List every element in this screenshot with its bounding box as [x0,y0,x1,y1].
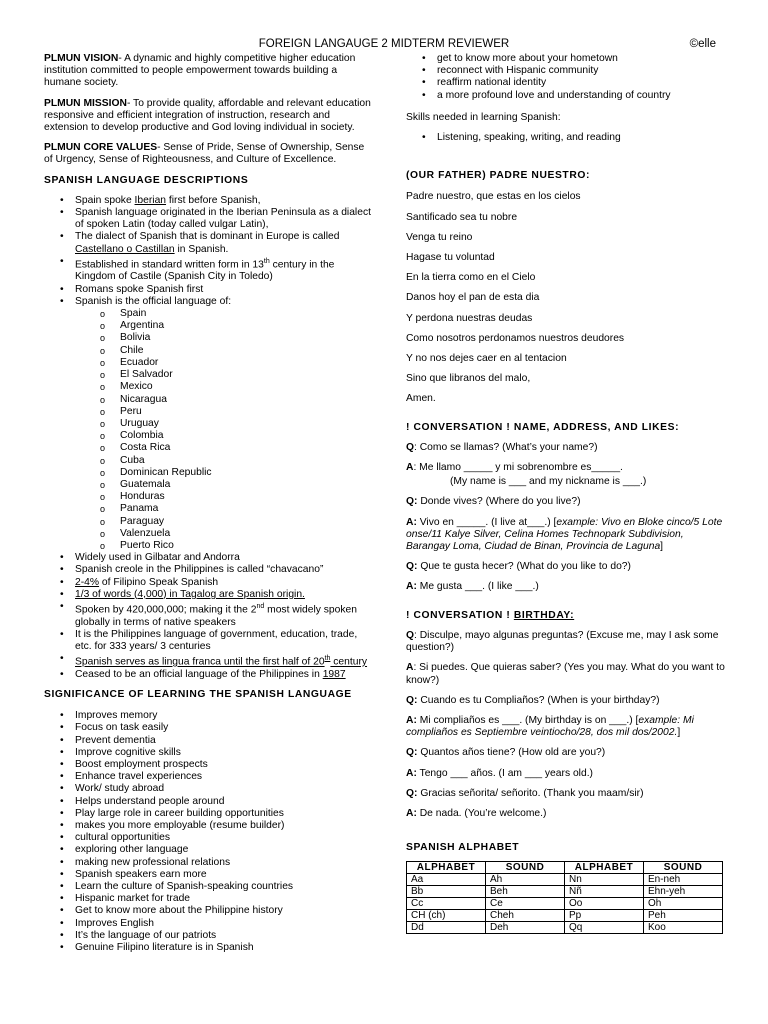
list-item: • reaffirm national identity [406,77,726,89]
skills-list [406,132,726,144]
table-cell: Ññ [565,886,644,898]
countries-list [44,308,374,552]
table-cell: Ce [486,898,565,910]
table-cell: Ah [486,874,565,886]
table-cell: Cheh [486,910,565,922]
country-item: o Spain [44,308,374,320]
answer-line: A: Si puedes. Que quieras saber? (Yes you may. What do you want to know?) [406,662,725,686]
alphabet-table [406,861,723,934]
country-item: o Uruguay [44,418,374,430]
values-paragraph [44,142,374,166]
conversation-1-heading: ! CONVERSATION ! NAME, ADDRESS, AND LIKES: [406,421,680,433]
list-item: • Focus on task easily [44,722,374,734]
significance-heading: SIGNIFICANCE OF LEARNING THE SPANISH LANGUAGE [44,689,352,701]
table-row [407,922,723,934]
table-cell: En-neh [644,874,723,886]
list-item: • Spanish speakers earn more [44,869,374,881]
list-item: • Genuine Filipino literature is in Spanish [44,942,374,954]
prayer-line: Hagase tu voluntad [406,252,495,264]
table-cell: Nn [565,874,644,886]
question-line: Q: Donde vives? (Where do you live?) [406,496,581,508]
mission-text: - To provide quality, affordable and relevant education responsive and efficient integration of instruction, research and extension to develop productive and God loving individual in society. [44,97,371,134]
vision-label: PLMUN VISION [44,53,119,64]
question-line: Q: Gracias señorita/ señorito. (Thank you maam/sir) [406,787,644,799]
table-cell: Oo [565,898,644,910]
list-item: • Romans spoke Spanish first [44,284,374,296]
table-cell: Dd [407,922,486,934]
table-cell: Deh [486,922,565,934]
list-item: • makes you more employable (resume builder) [44,820,374,832]
country-item: o Cuba [44,455,374,467]
question-line: Q: Cuando es tu Compliaños? (When is your birthday?) [406,694,660,706]
country-item: o Valenzuela [44,528,374,540]
country-item: o Chile [44,345,374,357]
table-cell: Ehn-yeh [644,886,723,898]
list-item: • get to know more about your hometown [406,53,726,65]
column-header: SOUND [486,862,565,874]
table-row [407,886,723,898]
right-column [406,53,726,934]
question-line: Q: Quantos años tiene? (How old are you?) [406,747,606,759]
table-cell: Oh [644,898,723,910]
list-item: • making new professional relations [44,857,374,869]
descriptions-heading: SPANISH LANGUAGE DESCRIPTIONS [44,174,249,186]
country-item: o Paraguay [44,516,374,528]
country-item: o Costa Rica [44,442,374,454]
list-item: • Widely used in Gilbatar and Andorra [44,552,374,564]
answer-line: A: Mi compliaños es ___. (My birthday is on ___.) [example: Mi compliaños es Septiembre veintiocho/28, dos mil dos/2002.] [406,714,694,739]
list-item: • Spanish creole in the Philippines is called “chavacano” [44,564,374,576]
question-line: Q: Disculpe, mayo algunas preguntas? (Excuse me, may I ask some question?) [406,629,719,654]
column-header: SOUND [644,862,723,874]
descriptions-list [44,195,374,681]
prayer-line: Venga tu reino [406,231,473,243]
list-item: • Learn the culture of Spanish-speaking countries [44,881,374,893]
table-cell: Cc [407,898,486,910]
country-item: o Peru [44,406,374,418]
list-item: • reconnect with Hispanic community [406,65,726,77]
list-item: • Hispanic market for trade [44,893,374,905]
table-cell: Pp [565,910,644,922]
prayer-line: En la tierra como en el Cielo [406,272,536,284]
conversation-2 [406,630,726,820]
mission-paragraph [44,98,374,135]
country-item: o Bolivia [44,332,374,344]
list-item: • It is the Philippines language of government, education, trade, etc. for 333 years/ 3 centuries [44,629,374,653]
table-cell: Beh [486,886,565,898]
mission-label: PLMUN MISSION [44,97,127,109]
prayer-line: Danos hoy el pan de esta dia [406,292,540,304]
list-item: • Get to know more about the Philippine history [44,905,374,917]
table-cell: Bb [407,886,486,898]
country-item: o Mexico [44,381,374,393]
country-item: o Puerto Rico [44,540,374,552]
list-item: • Listening, speaking, writing, and reading [406,132,726,144]
table-cell: Peh [644,910,723,922]
answer-line: A: De nada. (You’re welcome.) [406,807,547,819]
country-item: o El Salvador [44,369,374,381]
list-item: • Work/ study abroad [44,783,374,795]
list-item: • 1/3 of words (4,000) in Tagalog are Spanish origin. [44,589,374,601]
prayer-line: Sino que libranos del malo, [406,373,531,385]
country-item: o Panama [44,503,374,515]
prayer-line: Y no nos dejes caer en al tentacion [406,353,567,365]
list-item: • Boost employment prospects [44,759,374,771]
alphabet-table-body [407,874,723,934]
question-line: Q: Que te gusta hecer? (What do you like to do?) [406,561,631,573]
country-item: o Argentina [44,320,374,332]
list-item: • Improves memory [44,710,374,722]
table-header-row [407,862,723,874]
country-item: o Guatemala [44,479,374,491]
list-item: • exploring other language [44,844,374,856]
conversation-1 [406,442,726,594]
prayer-text [406,191,726,405]
list-item: • Helps understand people around [44,796,374,808]
table-cell: Koo [644,922,723,934]
prayer-heading: (OUR FATHER) PADRE NUESTRO: [406,170,590,182]
list-item: • Spoken by 420,000,000; making it the 2nd most widely spoken globally in terms of native speakers [44,601,374,629]
column-header: ALPHABET [407,862,486,874]
answer-line: A: Me gusta ___. (I like ___.) [406,581,539,593]
conversation-2-heading: ! CONVERSATION ! BIRTHDAY: [406,609,575,621]
left-column [44,53,374,954]
question-line: Q: Como se llamas? (What’s your name?) [406,441,598,453]
skills-label: Skills needed in learning Spanish: [406,111,561,123]
country-item: o Ecuador [44,357,374,369]
list-item: • Play large role in career building opportunities [44,808,374,820]
country-item: o Honduras [44,491,374,503]
list-item: • It’s the language of our patriots [44,930,374,942]
list-item: • Spanish serves as lingua franca until the first half of 20th century [44,653,374,669]
list-item: • Established in standard written form in 13th century in the Kingdom of Castile (Spanish City in Toledo) [44,256,374,284]
list-item: • Spanish is the official language of: o Spain o Argentina o Bolivia o Chile o Ecuador o El Salvador o Mexico o Nicaragua o Peru o Uruguay o Colombia o Costa Rica o Cuba o Dominican Republic o Guatemala o Honduras o Panama o Paraguay o Valenzuela o Puerto Rico [44,296,374,552]
answer-line: A: Vivo en _____. (I live at___.) [example: Vivo en Bloke cinco/5 Lote onse/11 Kalye Silver, Celina Homes Technopark Subdivision, Barangay Loma, Ciudad de Binan, Provincia de Laguna] [406,516,723,553]
significance-list [44,710,374,954]
list-item: • 2-4% of Filipino Speak Spanish [44,577,374,589]
list-item: • Spain spoke Iberian first before Spanish, [44,195,374,207]
table-row [407,910,723,922]
answer-line: A: Tengo ___ años. (I am ___ years old.) [406,767,593,779]
table-cell: Aa [407,874,486,886]
list-item: • Enhance travel experiences [44,771,374,783]
column-header: ALPHABET [565,862,644,874]
page-title: FOREIGN LANGAUGE 2 MIDTERM REVIEWER [258,38,510,50]
list-item: • Prevent dementia [44,735,374,747]
list-item: • Improves English [44,918,374,930]
table-cell: CH (ch) [407,910,486,922]
list-item: • cultural opportunities [44,832,374,844]
values-text: - Sense of Pride, Sense of Ownership, Sense of Urgency, Sense of Righteousness, and Culture of Excellence. [44,142,365,166]
table-row [407,874,723,886]
alphabet-heading: SPANISH ALPHABET [406,842,520,854]
table-row [407,898,723,910]
prayer-line: Santificado sea tu nobre [406,211,518,223]
copyright: ©elle [689,38,716,50]
country-item: o Dominican Republic [44,467,374,479]
country-item: o Colombia [44,430,374,442]
table-cell: Qq [565,922,644,934]
list-item: • Ceased to be an official language of the Philippines in 1987 [44,669,374,681]
prayer-line: Como nosotros perdonamos nuestros deudores [406,332,625,344]
list-item: • The dialect of Spanish that is dominant in Europe is called Castellano o Castillan in Spanish. [44,231,374,255]
list-item: • Spanish language originated in the Iberian Peninsula as a dialect of spoken Latin (today called vulgar Latin), [44,207,374,231]
prayer-line: Padre nuestro, que estas en los cielos [406,191,581,203]
answer-line: A: Me llamo _____ y mi sobrenombre es_____. [406,462,623,474]
vision-text: - A dynamic and highly competitive higher education institution committed to people empowerment towards building a humane society. [44,53,356,89]
values-label: PLMUN CORE VALUES [44,142,158,154]
prayer-line: Y perdona nuestras deudas [406,312,533,324]
prayer-line: Amen. [406,393,436,405]
list-item: • a more profound love and understanding of country [406,90,726,102]
list-item: • Improve cognitive skills [44,747,374,759]
vision-paragraph [44,53,374,90]
reasons-continued-list [406,53,726,102]
country-item: o Nicaragua [44,394,374,406]
answer-translation: (My name is ___ and my nickname is ___.) [450,476,647,488]
